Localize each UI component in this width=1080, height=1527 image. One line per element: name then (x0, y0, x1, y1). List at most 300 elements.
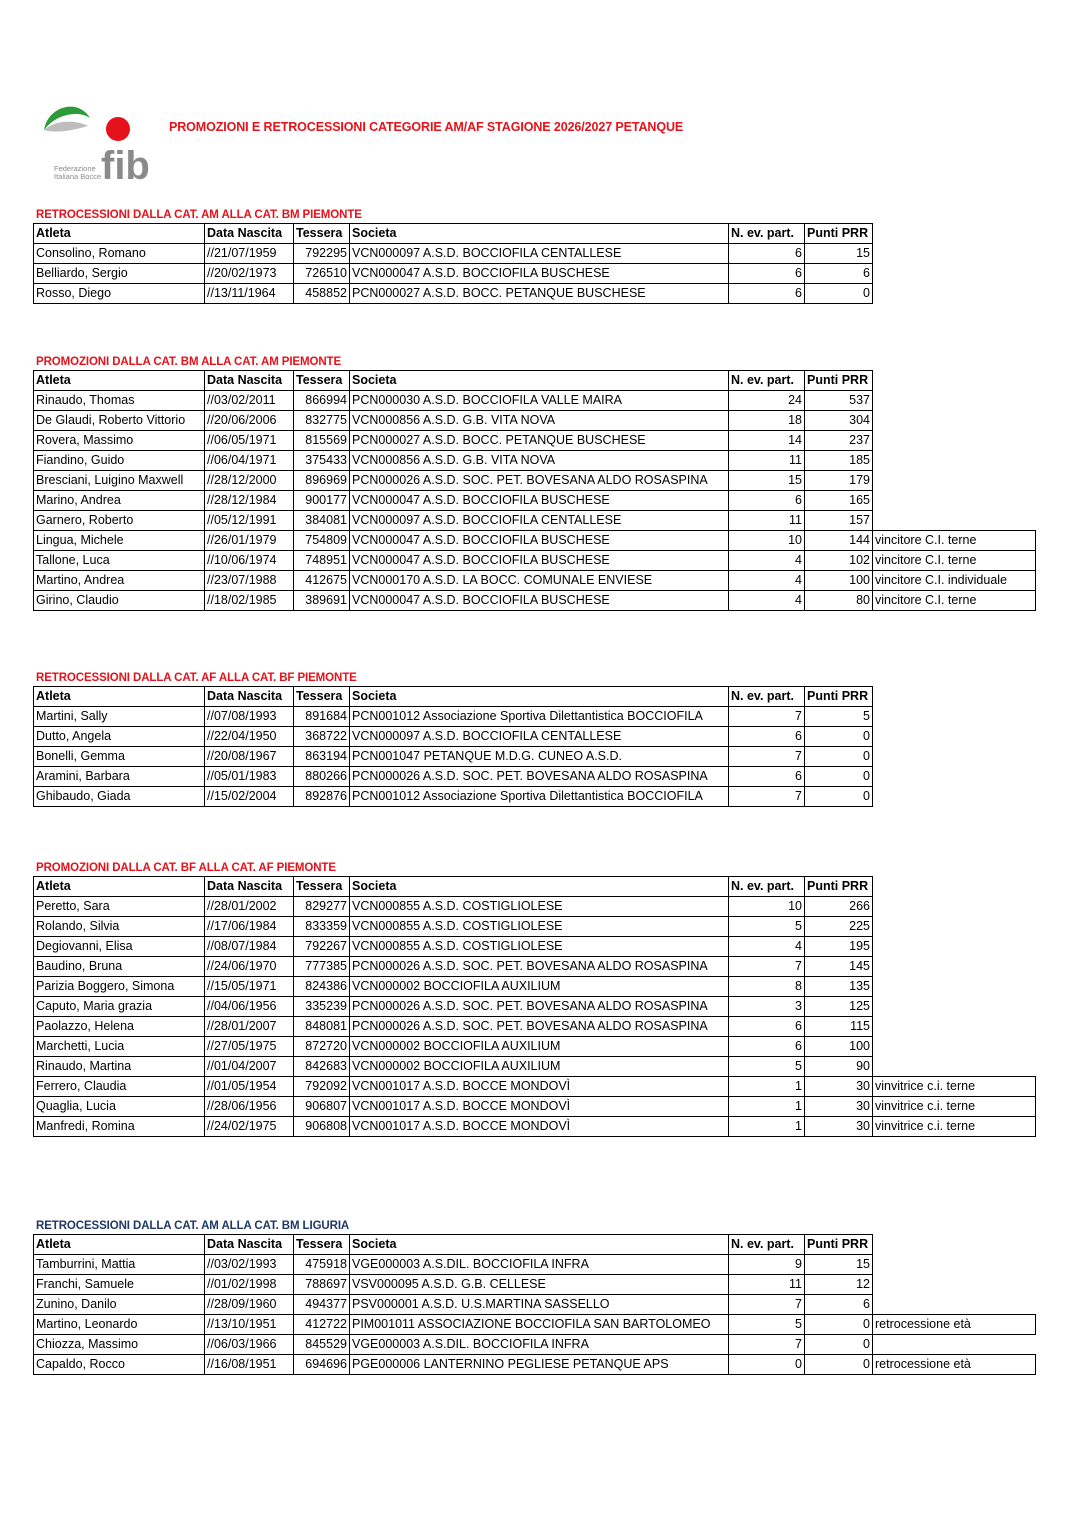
row-note (873, 707, 1036, 727)
birth-date: //13/11/1964 (205, 284, 294, 304)
birth-date: //05/01/1983 (205, 767, 294, 787)
athlete-name: Franchi, Samuele (34, 1275, 205, 1295)
table-row (34, 491, 1036, 511)
club-name: VGE000003 A.S.DIL. BOCCIOFILA INFRA (350, 1335, 729, 1355)
club-name: VCN000855 A.S.D. COSTIGLIOLESE (350, 937, 729, 957)
athlete-name: Manfredi, Romina (34, 1117, 205, 1137)
athlete-name: Rovera, Massimo (34, 431, 205, 451)
card-number: 384081 (294, 511, 350, 531)
athlete-name: Garnero, Roberto (34, 511, 205, 531)
athlete-name: Martini, Sally (34, 707, 205, 727)
birth-date: //20/02/1973 (205, 264, 294, 284)
events-count: 10 (729, 531, 805, 551)
prr-points: 237 (805, 431, 873, 451)
card-number: 792295 (294, 244, 350, 264)
events-count: 6 (729, 727, 805, 747)
section-5 (33, 1219, 1036, 1375)
prr-points: 157 (805, 511, 873, 531)
birth-date: //06/05/1971 (205, 431, 294, 451)
table-header-row (34, 371, 1036, 391)
row-note (873, 411, 1036, 431)
athlete-name: Rolando, Silvia (34, 917, 205, 937)
club-name: VCN000047 A.S.D. BOCCIOFILA BUSCHESE (350, 491, 729, 511)
events-count: 24 (729, 391, 805, 411)
table-row (34, 957, 1036, 977)
club-name: PCN000026 A.S.D. SOC. PET. BOVESANA ALDO ROSASPINA (350, 1017, 729, 1037)
events-count: 6 (729, 244, 805, 264)
header-data-nascita: Data Nascita (205, 877, 294, 897)
header-tessera: Tessera (294, 371, 350, 391)
table-row (34, 1117, 1036, 1137)
row-note (873, 1017, 1036, 1037)
card-number: 726510 (294, 264, 350, 284)
table-row (34, 1057, 1036, 1077)
card-number: 475918 (294, 1255, 350, 1275)
birth-date: //06/04/1971 (205, 451, 294, 471)
results-table (33, 223, 1036, 304)
table-row (34, 1255, 1036, 1275)
athlete-name: Dutto, Angela (34, 727, 205, 747)
birth-date: //13/10/1951 (205, 1315, 294, 1335)
athlete-name: Tallone, Luca (34, 551, 205, 571)
table-row (34, 431, 1036, 451)
birth-date: //21/07/1959 (205, 244, 294, 264)
prr-points: 6 (805, 264, 873, 284)
events-count: 9 (729, 1255, 805, 1275)
prr-points: 179 (805, 471, 873, 491)
table-row (34, 264, 1036, 284)
header-ev-part: N. ev. part. (729, 687, 805, 707)
card-number: 829277 (294, 897, 350, 917)
card-number: 906807 (294, 1097, 350, 1117)
table-header-row (34, 687, 1036, 707)
birth-date: //03/02/1993 (205, 1255, 294, 1275)
athlete-name: Quaglia, Lucia (34, 1097, 205, 1117)
table-row (34, 284, 1036, 304)
birth-date: //23/07/1988 (205, 571, 294, 591)
note-spacer (873, 687, 1036, 707)
section-3 (33, 671, 1036, 807)
athlete-name: Martino, Andrea (34, 571, 205, 591)
row-note (873, 957, 1036, 977)
events-count: 11 (729, 511, 805, 531)
row-note (873, 787, 1036, 807)
card-number: 845529 (294, 1335, 350, 1355)
row-note: retrocessione età (873, 1355, 1036, 1375)
athlete-name: Peretto, Sara (34, 897, 205, 917)
club-name: VCN000002 BOCCIOFILA AUXILIUM (350, 1057, 729, 1077)
header-tessera: Tessera (294, 687, 350, 707)
row-note (873, 284, 1036, 304)
card-number: 792092 (294, 1077, 350, 1097)
card-number: 863194 (294, 747, 350, 767)
card-number: 389691 (294, 591, 350, 611)
birth-date: //17/06/1984 (205, 917, 294, 937)
athlete-name: Zunino, Danilo (34, 1295, 205, 1315)
events-count: 0 (729, 1355, 805, 1375)
athlete-name: Ghibaudo, Giada (34, 787, 205, 807)
events-count: 7 (729, 1335, 805, 1355)
club-name: PCN000026 A.S.D. SOC. PET. BOVESANA ALDO ROSASPINA (350, 957, 729, 977)
header-punti-prr: Punti PRR (805, 1235, 873, 1255)
athlete-name: Caputo, Maria grazia (34, 997, 205, 1017)
card-number: 896969 (294, 471, 350, 491)
table-row (34, 1335, 1036, 1355)
birth-date: //15/02/2004 (205, 787, 294, 807)
prr-points: 0 (805, 1315, 873, 1335)
card-number: 777385 (294, 957, 350, 977)
events-count: 6 (729, 1037, 805, 1057)
section-title: RETROCESSIONI DALLA CAT. AM ALLA CAT. BM LIGURIA (36, 1220, 350, 1232)
card-number: 412675 (294, 571, 350, 591)
logo-letters: fib (101, 144, 150, 184)
card-number: 906808 (294, 1117, 350, 1137)
card-number: 880266 (294, 767, 350, 787)
events-count: 8 (729, 977, 805, 997)
club-name: VCN000170 A.S.D. LA BOCC. COMUNALE ENVIESE (350, 571, 729, 591)
header-societa: Societa (350, 371, 729, 391)
table-row (34, 471, 1036, 491)
row-note (873, 431, 1036, 451)
prr-points: 145 (805, 957, 873, 977)
card-number: 754809 (294, 531, 350, 551)
prr-points: 0 (805, 1335, 873, 1355)
row-note (873, 977, 1036, 997)
events-count: 4 (729, 571, 805, 591)
table-row (34, 244, 1036, 264)
table-row (34, 767, 1036, 787)
table-row (34, 1315, 1036, 1335)
header-ev-part: N. ev. part. (729, 877, 805, 897)
card-number: 848081 (294, 1017, 350, 1037)
header-atleta: Atleta (34, 877, 205, 897)
birth-date: //20/06/2006 (205, 411, 294, 431)
section-title: PROMOZIONI DALLA CAT. BF ALLA CAT. AF PIEMONTE (36, 862, 336, 874)
athlete-name: Martino, Leonardo (34, 1315, 205, 1335)
row-note (873, 897, 1036, 917)
club-name: PCN000027 A.S.D. BOCC. PETANQUE BUSCHESE (350, 431, 729, 451)
prr-points: 185 (805, 451, 873, 471)
card-number: 375433 (294, 451, 350, 471)
table-row (34, 1295, 1036, 1315)
table-row (34, 747, 1036, 767)
header-punti-prr: Punti PRR (805, 877, 873, 897)
events-count: 18 (729, 411, 805, 431)
prr-points: 195 (805, 937, 873, 957)
header-atleta: Atleta (34, 371, 205, 391)
birth-date: //01/04/2007 (205, 1057, 294, 1077)
row-note: vincitore C.I. individuale (873, 571, 1036, 591)
card-number: 788697 (294, 1275, 350, 1295)
athlete-name: Chiozza, Massimo (34, 1335, 205, 1355)
prr-points: 304 (805, 411, 873, 431)
club-name: PCN000027 A.S.D. BOCC. PETANQUE BUSCHESE (350, 284, 729, 304)
row-note (873, 917, 1036, 937)
table-row (34, 937, 1036, 957)
row-note (873, 1057, 1036, 1077)
header-punti-prr: Punti PRR (805, 371, 873, 391)
row-note (873, 244, 1036, 264)
club-name: VCN001017 A.S.D. BOCCE MONDOVÌ (350, 1077, 729, 1097)
athlete-name: Rinaudo, Martina (34, 1057, 205, 1077)
club-name: VCN000047 A.S.D. BOCCIOFILA BUSCHESE (350, 551, 729, 571)
prr-points: 80 (805, 591, 873, 611)
section-title: RETROCESSIONI DALLA CAT. AM ALLA CAT. BM PIEMONTE (36, 209, 362, 221)
table-row (34, 531, 1036, 551)
athlete-name: Bonelli, Gemma (34, 747, 205, 767)
card-number: 412722 (294, 1315, 350, 1335)
athlete-name: Fiandino, Guido (34, 451, 205, 471)
birth-date: //04/06/1956 (205, 997, 294, 1017)
prr-points: 266 (805, 897, 873, 917)
note-spacer (873, 371, 1036, 391)
prr-points: 30 (805, 1077, 873, 1097)
header-societa: Societa (350, 1235, 729, 1255)
events-count: 4 (729, 591, 805, 611)
club-name: PSV000001 A.S.D. U.S.MARTINA SASSELLO (350, 1295, 729, 1315)
row-note (873, 451, 1036, 471)
results-table (33, 370, 1036, 611)
row-note (873, 1255, 1036, 1275)
logo-line1: Federazione (54, 164, 96, 173)
events-count: 6 (729, 264, 805, 284)
header-punti-prr: Punti PRR (805, 224, 873, 244)
row-note: retrocessione età (873, 1315, 1036, 1335)
card-number: 748951 (294, 551, 350, 571)
birth-date: //20/08/1967 (205, 747, 294, 767)
events-count: 1 (729, 1117, 805, 1137)
events-count: 11 (729, 1275, 805, 1295)
birth-date: //26/01/1979 (205, 531, 294, 551)
club-name: VGE000003 A.S.DIL. BOCCIOFILA INFRA (350, 1255, 729, 1275)
header-atleta: Atleta (34, 687, 205, 707)
club-name: VCN000002 BOCCIOFILA AUXILIUM (350, 1037, 729, 1057)
row-note: vinvitrice c.i. terne (873, 1077, 1036, 1097)
athlete-name: Baudino, Bruna (34, 957, 205, 977)
card-number: 792267 (294, 937, 350, 957)
document-title: PROMOZIONI E RETROCESSIONI CATEGORIE AM/AF STAGIONE 2026/2027 PETANQUE (169, 120, 684, 134)
athlete-name: De Glaudi, Roberto Vittorio (34, 411, 205, 431)
events-count: 10 (729, 897, 805, 917)
events-count: 6 (729, 491, 805, 511)
section-4 (33, 861, 1036, 1137)
athlete-name: Girino, Claudio (34, 591, 205, 611)
row-note (873, 1037, 1036, 1057)
note-spacer (873, 1235, 1036, 1255)
club-name: PCN001012 Associazione Sportiva Dilettantistica BOCCIOFILA (350, 787, 729, 807)
card-number: 872720 (294, 1037, 350, 1057)
events-count: 7 (729, 957, 805, 977)
table-header-row (34, 224, 1036, 244)
athlete-name: Ferrero, Claudia (34, 1077, 205, 1097)
prr-points: 90 (805, 1057, 873, 1077)
prr-points: 125 (805, 997, 873, 1017)
birth-date: //06/03/1966 (205, 1335, 294, 1355)
club-name: VSV000095 A.S.D. G.B. CELLESE (350, 1275, 729, 1295)
club-name: VCN000855 A.S.D. COSTIGLIOLESE (350, 917, 729, 937)
prr-points: 30 (805, 1097, 873, 1117)
table-row (34, 1275, 1036, 1295)
club-name: VCN000097 A.S.D. BOCCIOFILA CENTALLESE (350, 244, 729, 264)
prr-points: 225 (805, 917, 873, 937)
card-number: 900177 (294, 491, 350, 511)
header-societa: Societa (350, 687, 729, 707)
prr-points: 135 (805, 977, 873, 997)
header-tessera: Tessera (294, 1235, 350, 1255)
athlete-name: Marino, Andrea (34, 491, 205, 511)
events-count: 5 (729, 1315, 805, 1335)
table-row (34, 591, 1036, 611)
birth-date: //28/09/1960 (205, 1295, 294, 1315)
table-row (34, 451, 1036, 471)
club-name: PCN001047 PETANQUE M.D.G. CUNEO A.S.D. (350, 747, 729, 767)
header-data-nascita: Data Nascita (205, 1235, 294, 1255)
row-note (873, 1335, 1036, 1355)
table-row (34, 997, 1036, 1017)
club-name: VCN000097 A.S.D. BOCCIOFILA CENTALLESE (350, 727, 729, 747)
note-spacer (873, 877, 1036, 897)
club-name: VCN000855 A.S.D. COSTIGLIOLESE (350, 897, 729, 917)
row-note (873, 727, 1036, 747)
club-name: PCN000026 A.S.D. SOC. PET. BOVESANA ALDO ROSASPINA (350, 997, 729, 1017)
section-title: RETROCESSIONI DALLA CAT. AF ALLA CAT. BF PIEMONTE (36, 672, 357, 684)
row-note (873, 937, 1036, 957)
events-count: 6 (729, 1017, 805, 1037)
athlete-name: Marchetti, Lucia (34, 1037, 205, 1057)
athlete-name: Belliardo, Sergio (34, 264, 205, 284)
events-count: 5 (729, 1057, 805, 1077)
card-number: 833359 (294, 917, 350, 937)
birth-date: //28/01/2002 (205, 897, 294, 917)
birth-date: //24/06/1970 (205, 957, 294, 977)
row-note: vincitore C.I. terne (873, 531, 1036, 551)
section-1 (33, 208, 1036, 304)
fib-logo (38, 100, 162, 184)
header-data-nascita: Data Nascita (205, 687, 294, 707)
table-row (34, 391, 1036, 411)
table-row (34, 1355, 1036, 1375)
events-count: 4 (729, 937, 805, 957)
birth-date: //18/02/1985 (205, 591, 294, 611)
birth-date: //16/08/1951 (205, 1355, 294, 1375)
birth-date: //28/12/1984 (205, 491, 294, 511)
events-count: 3 (729, 997, 805, 1017)
row-note: vinvitrice c.i. terne (873, 1097, 1036, 1117)
card-number: 842683 (294, 1057, 350, 1077)
table-row (34, 511, 1036, 531)
prr-points: 30 (805, 1117, 873, 1137)
birth-date: //28/06/1956 (205, 1097, 294, 1117)
events-count: 14 (729, 431, 805, 451)
events-count: 6 (729, 767, 805, 787)
card-number: 458852 (294, 284, 350, 304)
card-number: 694696 (294, 1355, 350, 1375)
row-note (873, 471, 1036, 491)
header-data-nascita: Data Nascita (205, 224, 294, 244)
club-name: VCN000047 A.S.D. BOCCIOFILA BUSCHESE (350, 531, 729, 551)
prr-points: 115 (805, 1017, 873, 1037)
prr-points: 100 (805, 571, 873, 591)
row-note (873, 1275, 1036, 1295)
row-note (873, 511, 1036, 531)
birth-date: //05/12/1991 (205, 511, 294, 531)
section-title: PROMOZIONI DALLA CAT. BM ALLA CAT. AM PIEMONTE (36, 356, 342, 368)
prr-points: 144 (805, 531, 873, 551)
results-table (33, 876, 1036, 1137)
header-atleta: Atleta (34, 224, 205, 244)
card-number: 494377 (294, 1295, 350, 1315)
card-number: 824386 (294, 977, 350, 997)
fib-logo-graphic (38, 100, 162, 184)
row-note (873, 747, 1036, 767)
row-note (873, 1295, 1036, 1315)
header-data-nascita: Data Nascita (205, 371, 294, 391)
prr-points: 0 (805, 767, 873, 787)
prr-points: 0 (805, 727, 873, 747)
birth-date: //01/02/1998 (205, 1275, 294, 1295)
header-ev-part: N. ev. part. (729, 371, 805, 391)
prr-points: 0 (805, 787, 873, 807)
note-spacer (873, 224, 1036, 244)
events-count: 7 (729, 1295, 805, 1315)
table-header-row (34, 877, 1036, 897)
events-count: 4 (729, 551, 805, 571)
athlete-name: Paolazzo, Helena (34, 1017, 205, 1037)
table-row (34, 897, 1036, 917)
club-name: VCN000856 A.S.D. G.B. VITA NOVA (350, 451, 729, 471)
prr-points: 15 (805, 1255, 873, 1275)
club-name: VCN001017 A.S.D. BOCCE MONDOVÌ (350, 1097, 729, 1117)
card-number: 866994 (294, 391, 350, 411)
events-count: 1 (729, 1097, 805, 1117)
card-number: 891684 (294, 707, 350, 727)
birth-date: //10/06/1974 (205, 551, 294, 571)
athlete-name: Capaldo, Rocco (34, 1355, 205, 1375)
events-count: 7 (729, 747, 805, 767)
birth-date: //28/01/2007 (205, 1017, 294, 1037)
table-header-row (34, 1235, 1036, 1255)
header-tessera: Tessera (294, 877, 350, 897)
row-note: vincitore C.I. terne (873, 551, 1036, 571)
events-count: 7 (729, 787, 805, 807)
row-note (873, 391, 1036, 411)
header-societa: Societa (350, 224, 729, 244)
prr-points: 102 (805, 551, 873, 571)
table-row (34, 727, 1036, 747)
club-name: VCN001017 A.S.D. BOCCE MONDOVÌ (350, 1117, 729, 1137)
prr-points: 165 (805, 491, 873, 511)
prr-points: 0 (805, 284, 873, 304)
row-note (873, 767, 1036, 787)
header-atleta: Atleta (34, 1235, 205, 1255)
prr-points: 537 (805, 391, 873, 411)
table-row (34, 787, 1036, 807)
prr-points: 0 (805, 747, 873, 767)
prr-points: 15 (805, 244, 873, 264)
prr-points: 12 (805, 1275, 873, 1295)
club-name: PIM001011 ASSOCIAZIONE BOCCIOFILA SAN BARTOLOMEO (350, 1315, 729, 1335)
club-name: VCN000002 BOCCIOFILA AUXILIUM (350, 977, 729, 997)
row-note (873, 264, 1036, 284)
club-name: VCN000047 A.S.D. BOCCIOFILA BUSCHESE (350, 264, 729, 284)
athlete-name: Lingua, Michele (34, 531, 205, 551)
events-count: 6 (729, 284, 805, 304)
prr-points: 5 (805, 707, 873, 727)
table-row (34, 551, 1036, 571)
events-count: 1 (729, 1077, 805, 1097)
club-name: VCN000047 A.S.D. BOCCIOFILA BUSCHESE (350, 591, 729, 611)
events-count: 5 (729, 917, 805, 937)
